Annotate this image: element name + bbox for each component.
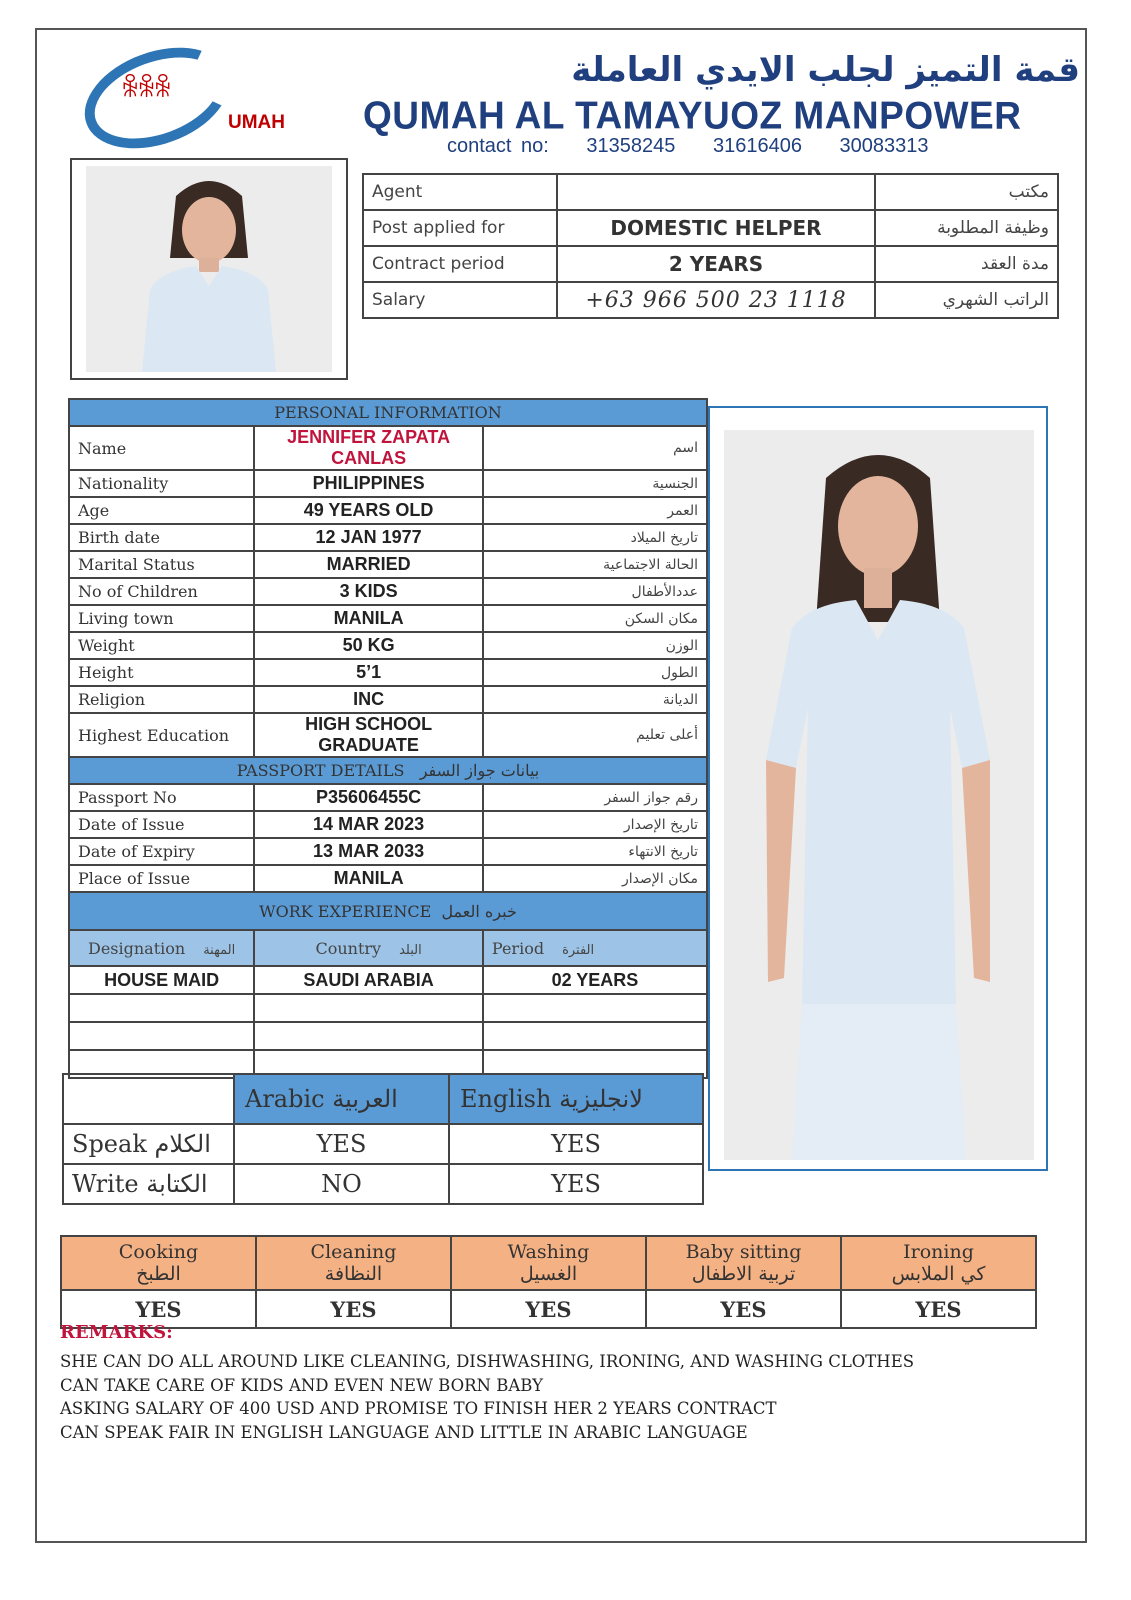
table-row	[69, 713, 707, 757]
marital-status-label-arabic: الحالة الاجتماعية	[483, 551, 707, 578]
children-value: 3 KIDS	[254, 578, 483, 605]
nationality-label-arabic: الجنسية	[483, 470, 707, 497]
agent-label: Agent	[363, 174, 557, 210]
skill-label-en: Cleaning	[310, 1241, 397, 1263]
skill-label-ar: الطبخ	[136, 1263, 181, 1285]
phone-number: 30083313	[839, 135, 929, 157]
person-full-body-icon	[710, 408, 1046, 1169]
passport-heading	[69, 757, 707, 784]
contact-numbers	[447, 135, 956, 158]
passport-no-value: P35606455C	[254, 784, 483, 811]
education-label-arabic: أعلى تعليم	[483, 713, 707, 757]
religion-value: INC	[254, 686, 483, 713]
nationality-value: PHILIPPINES	[254, 470, 483, 497]
education-value: HIGH SCHOOL GRADUATE	[254, 713, 483, 757]
contact-label: contact no:	[447, 135, 549, 157]
weight-value: 50 KG	[254, 632, 483, 659]
issue-date-label: Date of Issue	[69, 811, 254, 838]
remarks-body	[60, 1350, 914, 1444]
country-header	[254, 930, 483, 966]
table-row	[69, 426, 707, 470]
table-row	[69, 470, 707, 497]
living-town-label-arabic: مكان السكن	[483, 605, 707, 632]
designation-header	[69, 930, 254, 966]
write-english-value: YES	[449, 1164, 703, 1204]
table-row	[69, 524, 707, 551]
children-label-arabic: عددالأطفال	[483, 578, 707, 605]
passport-heading-ar: بيانات جواز السفر	[419, 761, 540, 780]
skill-label-ar: الغسيل	[519, 1263, 578, 1285]
post-label-arabic: وظيفة المطلوبة	[875, 210, 1058, 246]
table-row	[69, 966, 707, 994]
skills-table	[60, 1235, 1037, 1329]
expiry-date-value: 13 MAR 2033	[254, 838, 483, 865]
skill-cleaning-value: YES	[256, 1290, 451, 1328]
skill-washing-value: YES	[451, 1290, 646, 1328]
candidate-photo-small	[70, 158, 348, 380]
period-header-en: Period	[491, 938, 545, 958]
remarks-title: REMARKS:	[60, 1322, 173, 1343]
table-row	[69, 551, 707, 578]
remark-line: CAN SPEAK FAIR IN ENGLISH LANGUAGE AND LITTLE IN ARABIC LANGUAGE	[60, 1422, 748, 1442]
living-town-label: Living town	[69, 605, 254, 632]
salary-handwritten-value: +63 966 500 23 1118	[557, 282, 875, 318]
personal-info-table	[68, 398, 708, 1079]
job-details-table	[362, 173, 1059, 319]
table-row	[63, 1164, 703, 1204]
skill-babysitting-value: YES	[646, 1290, 841, 1328]
contract-label: Contract period	[363, 246, 557, 282]
person-portrait-icon	[72, 160, 346, 378]
speak-label: Speak الكلام	[63, 1124, 234, 1164]
post-value: DOMESTIC HELPER	[557, 210, 875, 246]
nationality-label: Nationality	[69, 470, 254, 497]
company-logo	[82, 52, 307, 144]
table-row	[69, 605, 707, 632]
skill-label-en: Ironing	[903, 1241, 974, 1263]
skill-cleaning-header	[256, 1236, 451, 1290]
post-label: Post applied for	[363, 210, 557, 246]
table-row	[363, 210, 1058, 246]
designation-header-en: Designation	[88, 938, 186, 958]
country-header-en: Country	[315, 938, 382, 958]
height-label-arabic: الطول	[483, 659, 707, 686]
passport-no-label-arabic: رقم جواز السفر	[483, 784, 707, 811]
age-value: 49 YEARS OLD	[254, 497, 483, 524]
height-label: Height	[69, 659, 254, 686]
table-row	[69, 578, 707, 605]
empty-row	[69, 1022, 707, 1050]
country-header-ar: البلد	[399, 942, 422, 958]
phone-number: 31616406	[712, 135, 802, 157]
skills-value-row	[61, 1290, 1036, 1328]
logo-people-icon: ꆜꆜꆜ	[120, 74, 169, 104]
salary-label-arabic: الراتب الشهري	[875, 282, 1058, 318]
skill-label-en: Cooking	[118, 1241, 199, 1263]
children-label: No of Children	[69, 578, 254, 605]
skill-label-ar: تربية الاطفال	[691, 1263, 796, 1285]
remark-line: ASKING SALARY OF 400 USD AND PROMISE TO FINISH HER 2 YEARS CONTRACT	[60, 1399, 777, 1418]
birth-date-label-arabic: تاريخ الميلاد	[483, 524, 707, 551]
salary-label: Salary	[363, 282, 557, 318]
logo-text: UMAH	[228, 112, 285, 133]
passport-no-label: Passport No	[69, 784, 254, 811]
skill-cooking-value: YES	[61, 1290, 256, 1328]
table-row	[69, 659, 707, 686]
table-row	[69, 811, 707, 838]
issue-date-label-arabic: تاريخ الإصدار	[483, 811, 707, 838]
skill-ironing-value: YES	[841, 1290, 1036, 1328]
weight-label-arabic: الوزن	[483, 632, 707, 659]
skills-header-row	[61, 1236, 1036, 1290]
speak-english-value: YES	[449, 1124, 703, 1164]
table-row	[69, 497, 707, 524]
table-row	[363, 282, 1058, 318]
period-header-ar: الفترة	[562, 942, 595, 958]
designation-value: HOUSE MAID	[69, 966, 254, 994]
place-of-issue-label-arabic: مكان الإصدار	[483, 865, 707, 892]
table-row	[363, 174, 1058, 210]
marital-status-value: MARRIED	[254, 551, 483, 578]
name-label: Name	[69, 426, 254, 470]
country-value: SAUDI ARABIA	[254, 966, 483, 994]
arabic-header: Arabic العربية	[234, 1074, 449, 1124]
company-title-arabic: قمة التميز لجلب الايدي العاملة	[571, 50, 1080, 90]
name-value: JENNIFER ZAPATA CANLAS	[254, 426, 483, 470]
work-header-row	[69, 930, 707, 966]
issue-date-value: 14 MAR 2023	[254, 811, 483, 838]
birth-date-label: Birth date	[69, 524, 254, 551]
passport-heading-en: PASSPORT DETAILS	[236, 761, 405, 780]
skill-ironing-header	[841, 1236, 1036, 1290]
name-label-arabic: اسم	[483, 426, 707, 470]
remark-line: SHE CAN DO ALL AROUND LIKE CLEANING, DISHWASHING, IRONING, AND WASHING CLOTHES	[60, 1352, 915, 1371]
skill-cooking-header	[61, 1236, 256, 1290]
language-header-row	[63, 1074, 703, 1124]
birth-date-value: 12 JAN 1977	[254, 524, 483, 551]
table-row	[69, 784, 707, 811]
table-row	[69, 632, 707, 659]
skill-label-ar: النظافة	[324, 1263, 383, 1285]
candidate-photo-full	[708, 406, 1048, 1171]
period-header	[483, 930, 707, 966]
work-experience-heading	[69, 892, 707, 930]
table-row	[63, 1124, 703, 1164]
table-row	[363, 246, 1058, 282]
table-row	[69, 838, 707, 865]
contract-value: 2 YEARS	[557, 246, 875, 282]
work-heading-en: WORK EXPERIENCE	[259, 901, 432, 921]
company-title-english: QUMAH AL TAMAYUOZ MANPOWER	[363, 93, 1022, 137]
write-arabic-value: NO	[234, 1164, 449, 1204]
skill-washing-header	[451, 1236, 646, 1290]
speak-arabic-value: YES	[234, 1124, 449, 1164]
period-value: 02 YEARS	[483, 966, 707, 994]
agent-value	[557, 174, 875, 210]
living-town-value: MANILA	[254, 605, 483, 632]
height-value: 5’1	[254, 659, 483, 686]
expiry-date-label: Date of Expiry	[69, 838, 254, 865]
skill-label-ar: كي الملابس	[891, 1263, 986, 1285]
place-of-issue-value: MANILA	[254, 865, 483, 892]
weight-label: Weight	[69, 632, 254, 659]
remark-line: CAN TAKE CARE OF KIDS AND EVEN NEW BORN BABY	[60, 1375, 543, 1395]
skill-label-en: Washing	[507, 1241, 590, 1263]
place-of-issue-label: Place of Issue	[69, 865, 254, 892]
write-label: Write الكتابة	[63, 1164, 234, 1204]
phone-number: 31358245	[586, 135, 676, 157]
table-row	[69, 686, 707, 713]
skill-label-en: Baby sitting	[685, 1241, 802, 1263]
education-label: Highest Education	[69, 713, 254, 757]
personal-info-heading: PERSONAL INFORMATION	[69, 399, 707, 426]
religion-label: Religion	[69, 686, 254, 713]
table-row	[69, 865, 707, 892]
skill-babysitting-header	[646, 1236, 841, 1290]
designation-header-ar: المهنة	[203, 942, 236, 958]
religion-label-arabic: الديانة	[483, 686, 707, 713]
agent-label-arabic: مكتب	[875, 174, 1058, 210]
age-label: Age	[69, 497, 254, 524]
language-header-blank	[63, 1074, 234, 1124]
expiry-date-label-arabic: تاريخ الانتهاء	[483, 838, 707, 865]
contract-label-arabic: مدة العقد	[875, 246, 1058, 282]
work-heading-ar: خبره العمل	[441, 901, 517, 921]
empty-row	[69, 994, 707, 1022]
age-label-arabic: العمر	[483, 497, 707, 524]
marital-status-label: Marital Status	[69, 551, 254, 578]
english-header: English لانجليزية	[449, 1074, 703, 1124]
language-table	[62, 1073, 704, 1205]
